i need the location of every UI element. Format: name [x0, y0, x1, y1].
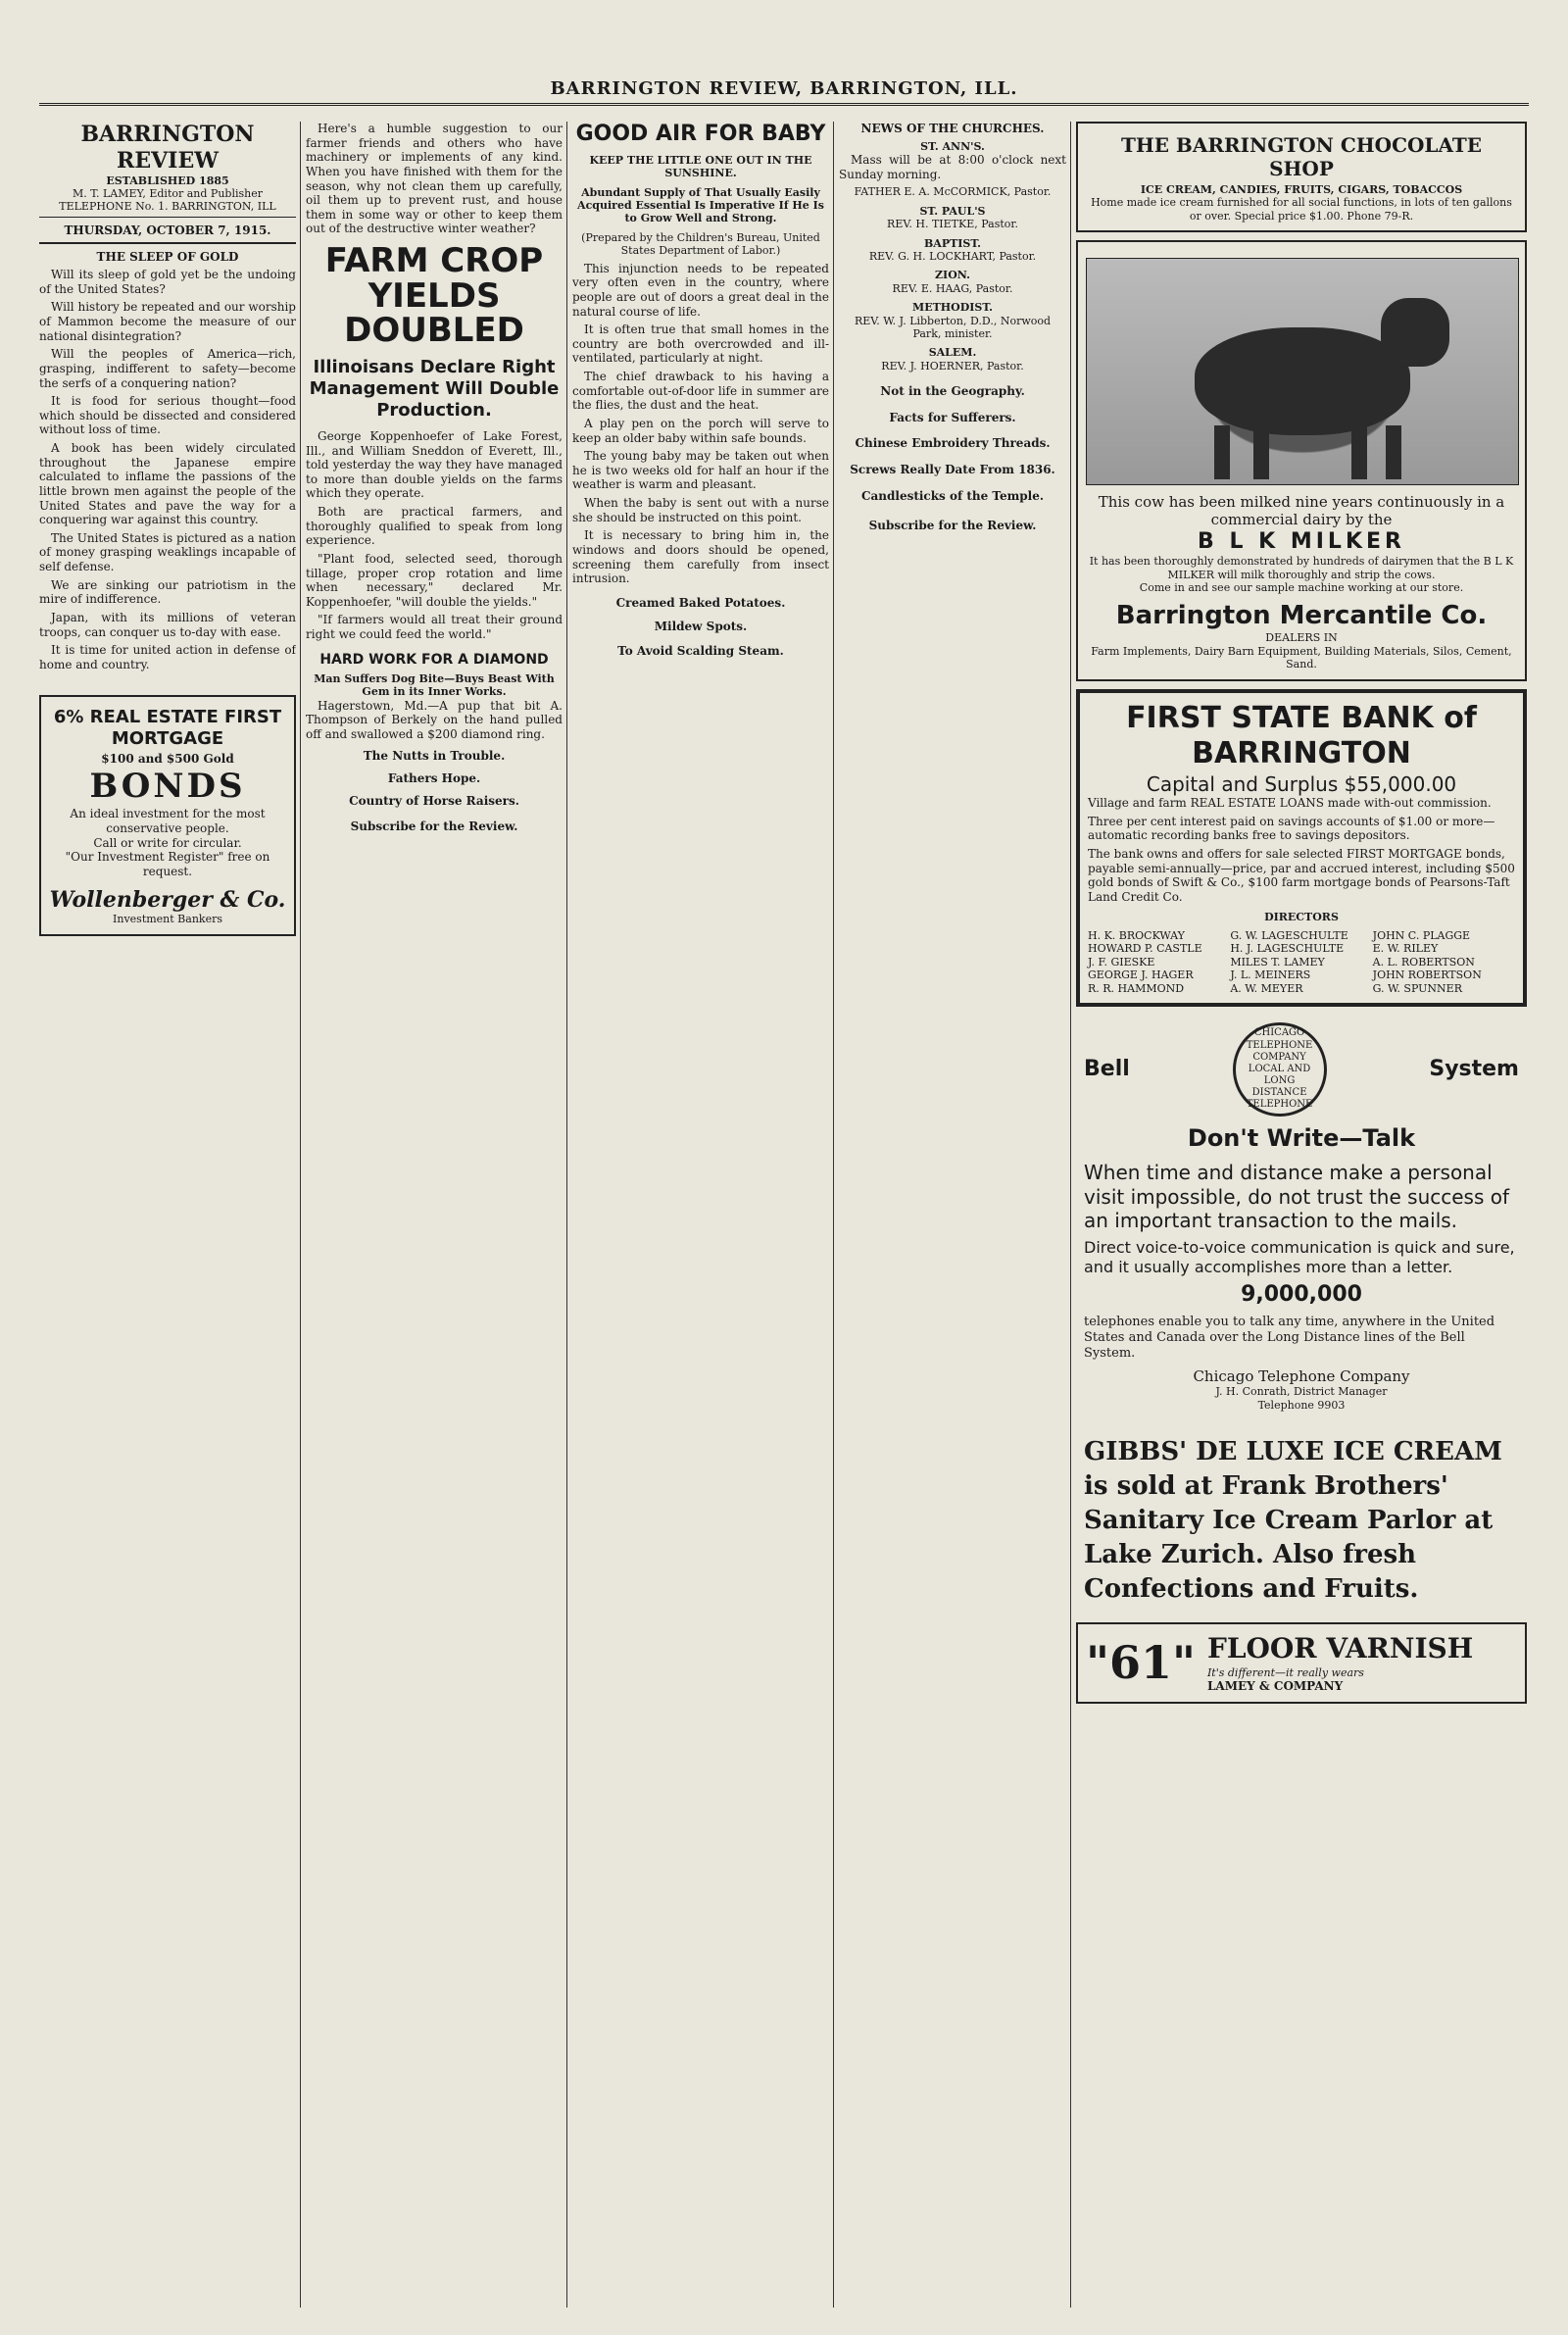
milker-invite: Come in and see our sample machine working at our store. [1139, 581, 1464, 595]
director: R. R. HAMMOND [1088, 981, 1185, 995]
director: E. W. RILEY [1372, 942, 1439, 956]
church-pastor: REV. W. J. Libberton, D.D., Norwood Park, minister. [854, 314, 1052, 340]
bank-title: FIRST STATE BANK of BARRINGTON [1126, 700, 1477, 771]
church-name: SALEM. [928, 346, 977, 360]
column-rule [833, 122, 834, 2308]
editorial-paragraph: It is time for united action in defense of home and country. [39, 643, 296, 671]
church-name: ST. ANN'S. [920, 139, 985, 153]
varnish-number: "61" [1086, 1636, 1196, 1690]
bank-ad [1076, 689, 1527, 1007]
headline-geography: Not in the Geography. [880, 384, 1025, 399]
bond-ad-rate: 6% REAL ESTATE FIRST MORTGAGE [53, 707, 282, 750]
headline-churches: NEWS OF THE CHURCHES. [860, 122, 1045, 135]
article-paragraph: George Koppenhoefer of Lake Forest, Ill., and William Sneddon of Everett, Ill., told yesterday the way they have managed to more than double yields on the farms which they operate. [306, 428, 563, 501]
bond-ad-firm: Wollenberger & Co. [49, 886, 286, 913]
bell-right: System [1429, 1056, 1519, 1081]
talk-text: Direct voice-to-voice communication is quick and sure, and it usually accomplishes more than a letter. [1084, 1238, 1515, 1276]
phone-manager: J. H. Conrath, District Manager [1215, 1385, 1388, 1399]
cow-image [1086, 258, 1519, 485]
talk-count: 9,000,000 [1241, 1282, 1362, 1308]
gibbs-text: GIBBS' DE LUXE ICE CREAM is sold at Frank Brothers' Sanitary Ice Cream Parlor at Lake Zurich. Also fresh Confections and Fruits. [1084, 1436, 1502, 1605]
headline-potatoes: Creamed Baked Potatoes. [615, 595, 786, 610]
editorial-paragraph: Will history be repeated and our worship of Mammon become the measure of our national disintegration? [39, 300, 296, 343]
directors-list [1088, 929, 1515, 995]
editorial-paragraph: The United States is pictured as a nation of money grasping weaklings incapable of self defense. [39, 530, 296, 573]
bond-advertisement [39, 695, 296, 935]
column-rule [566, 122, 567, 2308]
chocolate-shop-ad [1076, 122, 1527, 232]
article-paragraph: The chief drawback to his having a comfortable out-of-door life in summer are the flies, the dust and the heat. [572, 370, 829, 413]
headline-steam: To Avoid Scalding Steam. [617, 644, 784, 659]
article-paragraph: It is necessary to bring him in, the windows and doors should be opened, screening them carefully from insect intrusion. [572, 528, 829, 586]
bond-ad-line: Call or write for circular. [93, 835, 242, 850]
milker-name: B L K MILKER [1198, 528, 1405, 554]
masthead-telephone: TELEPHONE No. 1. BARRINGTON, ILL [39, 200, 296, 217]
director: J. F. GIESKE [1088, 955, 1155, 969]
subscribe-note: Subscribe for the Review. [350, 820, 518, 834]
bond-ad-line: An ideal investment for the most conservative people. [70, 807, 266, 835]
mercantile-name: Barrington Mercantile Co. [1115, 600, 1488, 630]
article-paragraph: Both are practical farmers, and thoroughly qualified to speak from long experience. [306, 505, 563, 548]
director: A. L. ROBERTSON [1372, 955, 1475, 969]
bond-ad-bonds: BONDS [89, 766, 246, 806]
varnish-name: FLOOR VARNISH [1206, 1632, 1474, 1665]
article-paragraph: When the baby is sent out with a nurse she should be instructed on this point. [572, 496, 829, 524]
headline-embroidery: Chinese Embroidery Threads. [855, 436, 1051, 451]
director: JOHN ROBERTSON [1372, 969, 1482, 982]
director: G. W. LAGESCHULTE [1230, 928, 1348, 942]
gibbs-ad [1076, 1427, 1527, 1615]
milker-ad [1076, 240, 1527, 681]
talk-headline: Don't Write—Talk [1187, 1123, 1416, 1152]
director: HOWARD P. CASTLE [1088, 942, 1202, 956]
church-pastor: REV. E. HAAG, Pastor. [892, 281, 1013, 295]
headline-candlesticks: Candlesticks of the Temple. [860, 488, 1045, 503]
church-pastor: REV. J. HOERNER, Pastor. [881, 359, 1024, 373]
bank-bonds: The bank owns and offers for sale selected FIRST MORTGAGE bonds, payable semi-annually—price, par and accrued interest, including $500 gold bonds of Swift & Co., $100 farm mortgage bonds of Pearsons-Taft Land Credit Co. [1088, 847, 1515, 904]
column-rule [300, 122, 301, 2308]
editorial-paragraph: It is food for serious thought—food which should be dissected and considered without loss of time. [39, 394, 296, 437]
masthead-title: BARRINGTON REVIEW [80, 122, 255, 174]
running-head: BARRINGTON REVIEW, BARRINGTON, ILL. [39, 78, 1529, 106]
column-1 [39, 122, 296, 2308]
director: H. K. BROCKWAY [1088, 928, 1185, 942]
article-paragraph: A play pen on the porch will serve to keep an older baby within safe bounds. [572, 416, 829, 445]
milker-caption: This cow has been milked nine years continuously in a commercial dairy by the [1098, 493, 1505, 529]
masthead-established: ESTABLISHED 1885 [106, 174, 229, 187]
bank-capital: Capital and Surplus $55,000.00 [1146, 771, 1457, 796]
church-name: ST. PAUL'S [919, 204, 986, 218]
advertisement-column [1076, 122, 1527, 2308]
editorial-paragraph: Will the peoples of America—rich, grasping, indifferent to safety—become the serfs of a conquering nation? [39, 347, 296, 390]
church-name: BAPTIST. [924, 236, 981, 250]
bank-loans: Village and farm REAL ESTATE LOANS made with-out commission. [1088, 796, 1492, 811]
headline-mildew: Mildew Spots. [654, 620, 748, 634]
issue-date: THURSDAY, OCTOBER 7, 1915. [39, 224, 296, 244]
varnish-tagline: It's different—it really wears [1206, 1665, 1364, 1679]
headline-fathers-hope: Fathers Hope. [387, 771, 481, 786]
article-paragraph: "Plant food, selected seed, thorough tillage, proper crop rotation and lime when necessary," declared Mr. Koppenhoefer, "will double the yields." [306, 551, 563, 609]
bell-logo: CHICAGO TELEPHONE COMPANY LOCAL AND LONG DISTANCE TELEPHONE [1233, 1022, 1327, 1117]
subheadline-farm-crop: Illinoisans Declare Right Management Will Double Production. [309, 357, 560, 421]
subheadline-diamond: Man Suffers Dog Bite—Buys Beast With Gem in its Inner Works. [314, 671, 555, 699]
editorial-paragraph: Will its sleep of gold yet be the undoing of the United States? [39, 268, 296, 296]
bond-ad-amounts: $100 and $500 Gold [101, 752, 234, 767]
director: MILES T. LAMEY [1230, 955, 1325, 969]
church-pastor: FATHER E. A. McCORMICK, Pastor. [854, 185, 1052, 199]
bell-left: Bell [1084, 1056, 1130, 1081]
chocolate-shop-note: Home made ice cream furnished for all social functions, in lots of ten gallons or over. Special price $1.00. Phone 79-R. [1091, 196, 1512, 223]
varnish-ad [1076, 1622, 1527, 1703]
headline-sufferers: Facts for Sufferers. [889, 410, 1016, 424]
church-pastor: REV. G. H. LOCKHART, Pastor. [868, 249, 1037, 263]
headline-horse-raisers: Country of Horse Raisers. [349, 793, 519, 808]
mercantile-goods: Farm Implements, Dairy Barn Equipment, Building Materials, Silos, Cement, Sand. [1091, 644, 1512, 671]
article-paragraph: Here's a humble suggestion to our farmer friends and others who have machinery or implements of any kind. When you have finished with them for the season, why not clean them up carefully, oil them up to prevent rust, and house them in some way or other to keep them out of the destructive winter weather? [306, 122, 563, 236]
directors-label: DIRECTORS [1264, 910, 1339, 923]
editorial-paragraph: A book has been widely circulated throughout the Japanese empire calculated to inflame the passions of the little brown men against the people of the United States and pave the way for a conquering war against this country. [39, 441, 296, 527]
masthead-editor: M. T. LAMEY, Editor and Publisher [73, 187, 263, 201]
editorial-paragraph: We are sinking our patriotism in the mire of indifference. [39, 577, 296, 607]
chocolate-shop-sub: ICE CREAM, CANDIES, FRUITS, CIGARS, TOBACCOS [1140, 182, 1463, 196]
director: A. W. MEYER [1230, 981, 1303, 995]
subscribe-note: Subscribe for the Review. [868, 519, 1037, 533]
varnish-dealer: LAMEY & COMPANY [1206, 1678, 1344, 1693]
director: JOHN C. PLAGGE [1372, 928, 1471, 942]
church-pastor: REV. H. TIETKE, Pastor. [887, 218, 1018, 231]
director: H. J. LAGESCHULTE [1230, 942, 1345, 956]
headline-screws: Screws Really Date From 1836. [850, 463, 1055, 477]
column-4 [839, 122, 1066, 2308]
editorial-paragraph: Japan, with its millions of veteran troops, can conquer us to-day with ease. [39, 610, 296, 639]
headline-farm-crop: FARM CROP YIELDS DOUBLED [324, 241, 544, 351]
article-paragraph: The young baby may be taken out when he is two weeks old for half an hour if the weather is warm and pleasant. [572, 449, 829, 492]
chocolate-shop-title: THE BARRINGTON CHOCOLATE SHOP [1120, 133, 1483, 181]
milker-text: It has been thoroughly demonstrated by hundreds of dairymen that the B L K MILKER will milk thoroughly and strip the cows. [1089, 555, 1514, 581]
church-name: METHODIST. [912, 301, 993, 315]
column-2 [306, 122, 563, 2308]
mercantile-dealers: DEALERS IN [1265, 631, 1338, 645]
deck-good-air: Abundant Supply of That Usually Easily Acquired Essential Is Imperative If He Is to Grow Well and Strong. [577, 185, 824, 225]
subheadline-good-air: KEEP THE LITTLE ONE OUT IN THE SUNSHINE. [589, 153, 812, 180]
editorial-headline: THE SLEEP OF GOLD [96, 249, 239, 264]
phone-number: Telephone 9903 [1257, 1398, 1346, 1412]
headline-diamond: HARD WORK FOR A DIAMOND [319, 651, 549, 668]
bank-interest: Three per cent interest paid on savings accounts of $1.00 or more—automatic recording banks free to savings depositors. [1088, 814, 1495, 843]
article-paragraph: Hagerstown, Md.—A pup that bit A. Thompson of Berkely on the hand pulled off and swallowed a $200 diamond ring. [306, 698, 563, 741]
article-paragraph: "If farmers would all treat their ground right we could feed the world." [306, 613, 563, 642]
bell-ad [1076, 1015, 1527, 1419]
newspaper-page [39, 59, 1529, 2313]
column-3 [572, 122, 829, 2308]
director: GEORGE J. HAGER [1088, 969, 1194, 982]
church-name: ZION. [935, 269, 970, 282]
bond-ad-line: "Our Investment Register" free on request. [65, 850, 270, 878]
talk-text: telephones enable you to talk any time, anywhere in the United States and Canada over the Long Distance lines of the Bell System. [1084, 1315, 1495, 1361]
article-paragraph: It is often true that small homes in the country are both overcrowded and ill-ventilated, particularly at night. [572, 323, 829, 366]
director: G. W. SPUNNER [1372, 981, 1462, 995]
headline-nutts: The Nutts in Trouble. [363, 749, 506, 764]
bond-ad-firm-sub: Investment Bankers [113, 913, 222, 926]
headline-good-air: GOOD AIR FOR BABY [575, 122, 826, 146]
column-rule [1070, 122, 1071, 2308]
talk-text: When time and distance make a personal visit impossible, do not trust the success of an important transaction to the mails. [1084, 1161, 1510, 1233]
article-paragraph: This injunction needs to be repeated very often even in the country, where people are out of doors a great deal in the natural course of life. [572, 261, 829, 319]
phone-company: Chicago Telephone Company [1193, 1366, 1410, 1385]
director: J. L. MEINERS [1230, 969, 1311, 982]
byline-good-air: (Prepared by the Children's Bureau, United States Department of Labor.) [581, 230, 820, 258]
church-text: Mass will be at 8:00 o'clock next Sunday morning. [839, 153, 1066, 181]
